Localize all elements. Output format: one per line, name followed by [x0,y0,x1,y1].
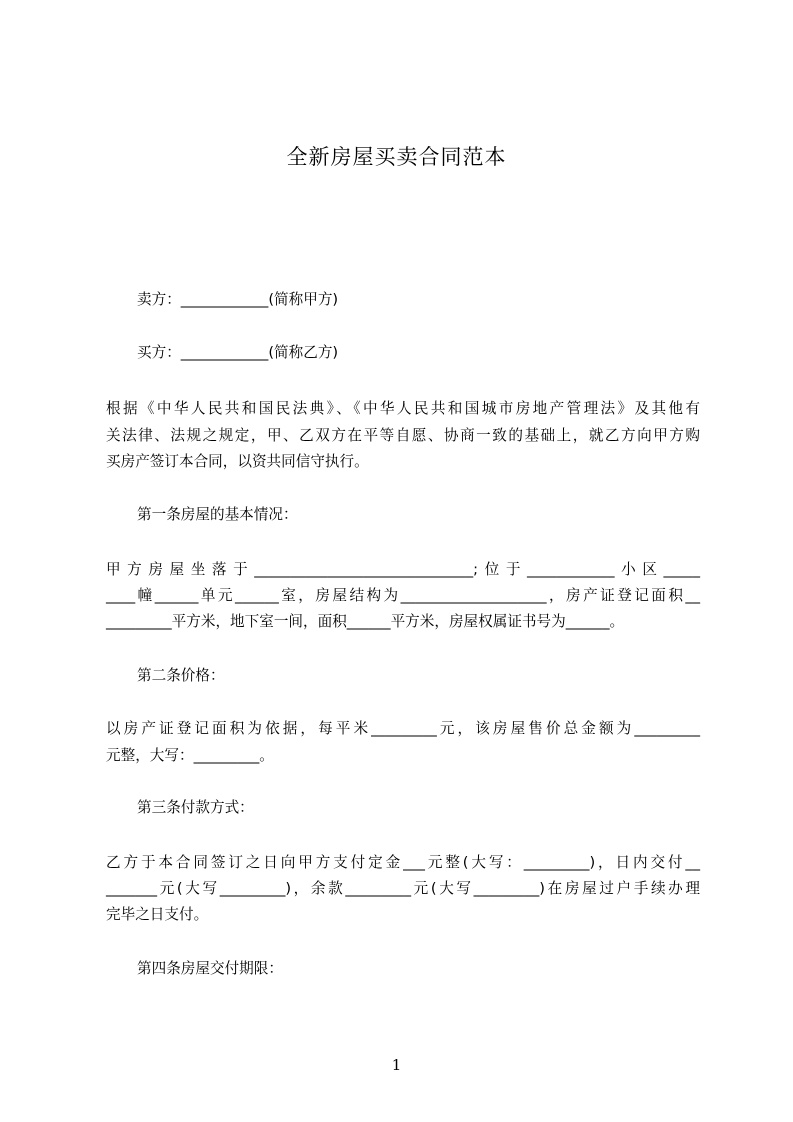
article-3-line-2: _______元(大写_________)，余款_________元(大写_________)在房屋过户手续办理 [106,880,700,897]
article-2-heading: 第二条价格： [137,667,225,684]
article-2-line-2: 元整，大写：_________。 [106,747,274,764]
article-1-heading: 第一条房屋的基本情况： [137,506,298,523]
buyer-line: 买方：____________(简称乙方) [137,344,339,361]
seller-line: 卖方：____________(简称甲方) [137,291,339,308]
preamble-line-2: 关法律、法规之规定，甲、乙双方在平等自愿、协商一致的基础上，就乙方向甲方购 [106,427,700,444]
preamble-line-3: 买房产签订本合同，以资共同信守执行。 [106,453,369,470]
article-2-line-1: 以房产证登记面积为依据，每平米_________元，该房屋售价总金额为_________ [106,720,700,737]
article-1-line-2: ____幢______单元______室，房屋结构为____________________，房产证登记面积__ [106,587,700,604]
document-title: 全新房屋买卖合同范本 [286,145,507,169]
page-number: 1 [391,1056,402,1074]
article-3-heading: 第三条付款方式： [137,799,254,816]
article-1-line-3: _________平方米，地下室一间，面积______平方米，房屋权属证书号为______。 [106,613,625,630]
article-3-line-3: 完毕之日支付。 [106,906,209,923]
article-1-line-1: 甲方房屋坐落于______________________________;位于____________小区_____ [106,561,700,578]
article-4-heading: 第四条房屋交付期限： [137,960,283,977]
article-3-line-1: 乙方于本合同签订之日向甲方支付定金___元整(大写：_________)，日内交付__ [106,854,700,871]
preamble-line-1: 根据《中华人民共和国民法典》、《中华人民共和国城市房地产管理法》及其他有 [106,400,700,417]
